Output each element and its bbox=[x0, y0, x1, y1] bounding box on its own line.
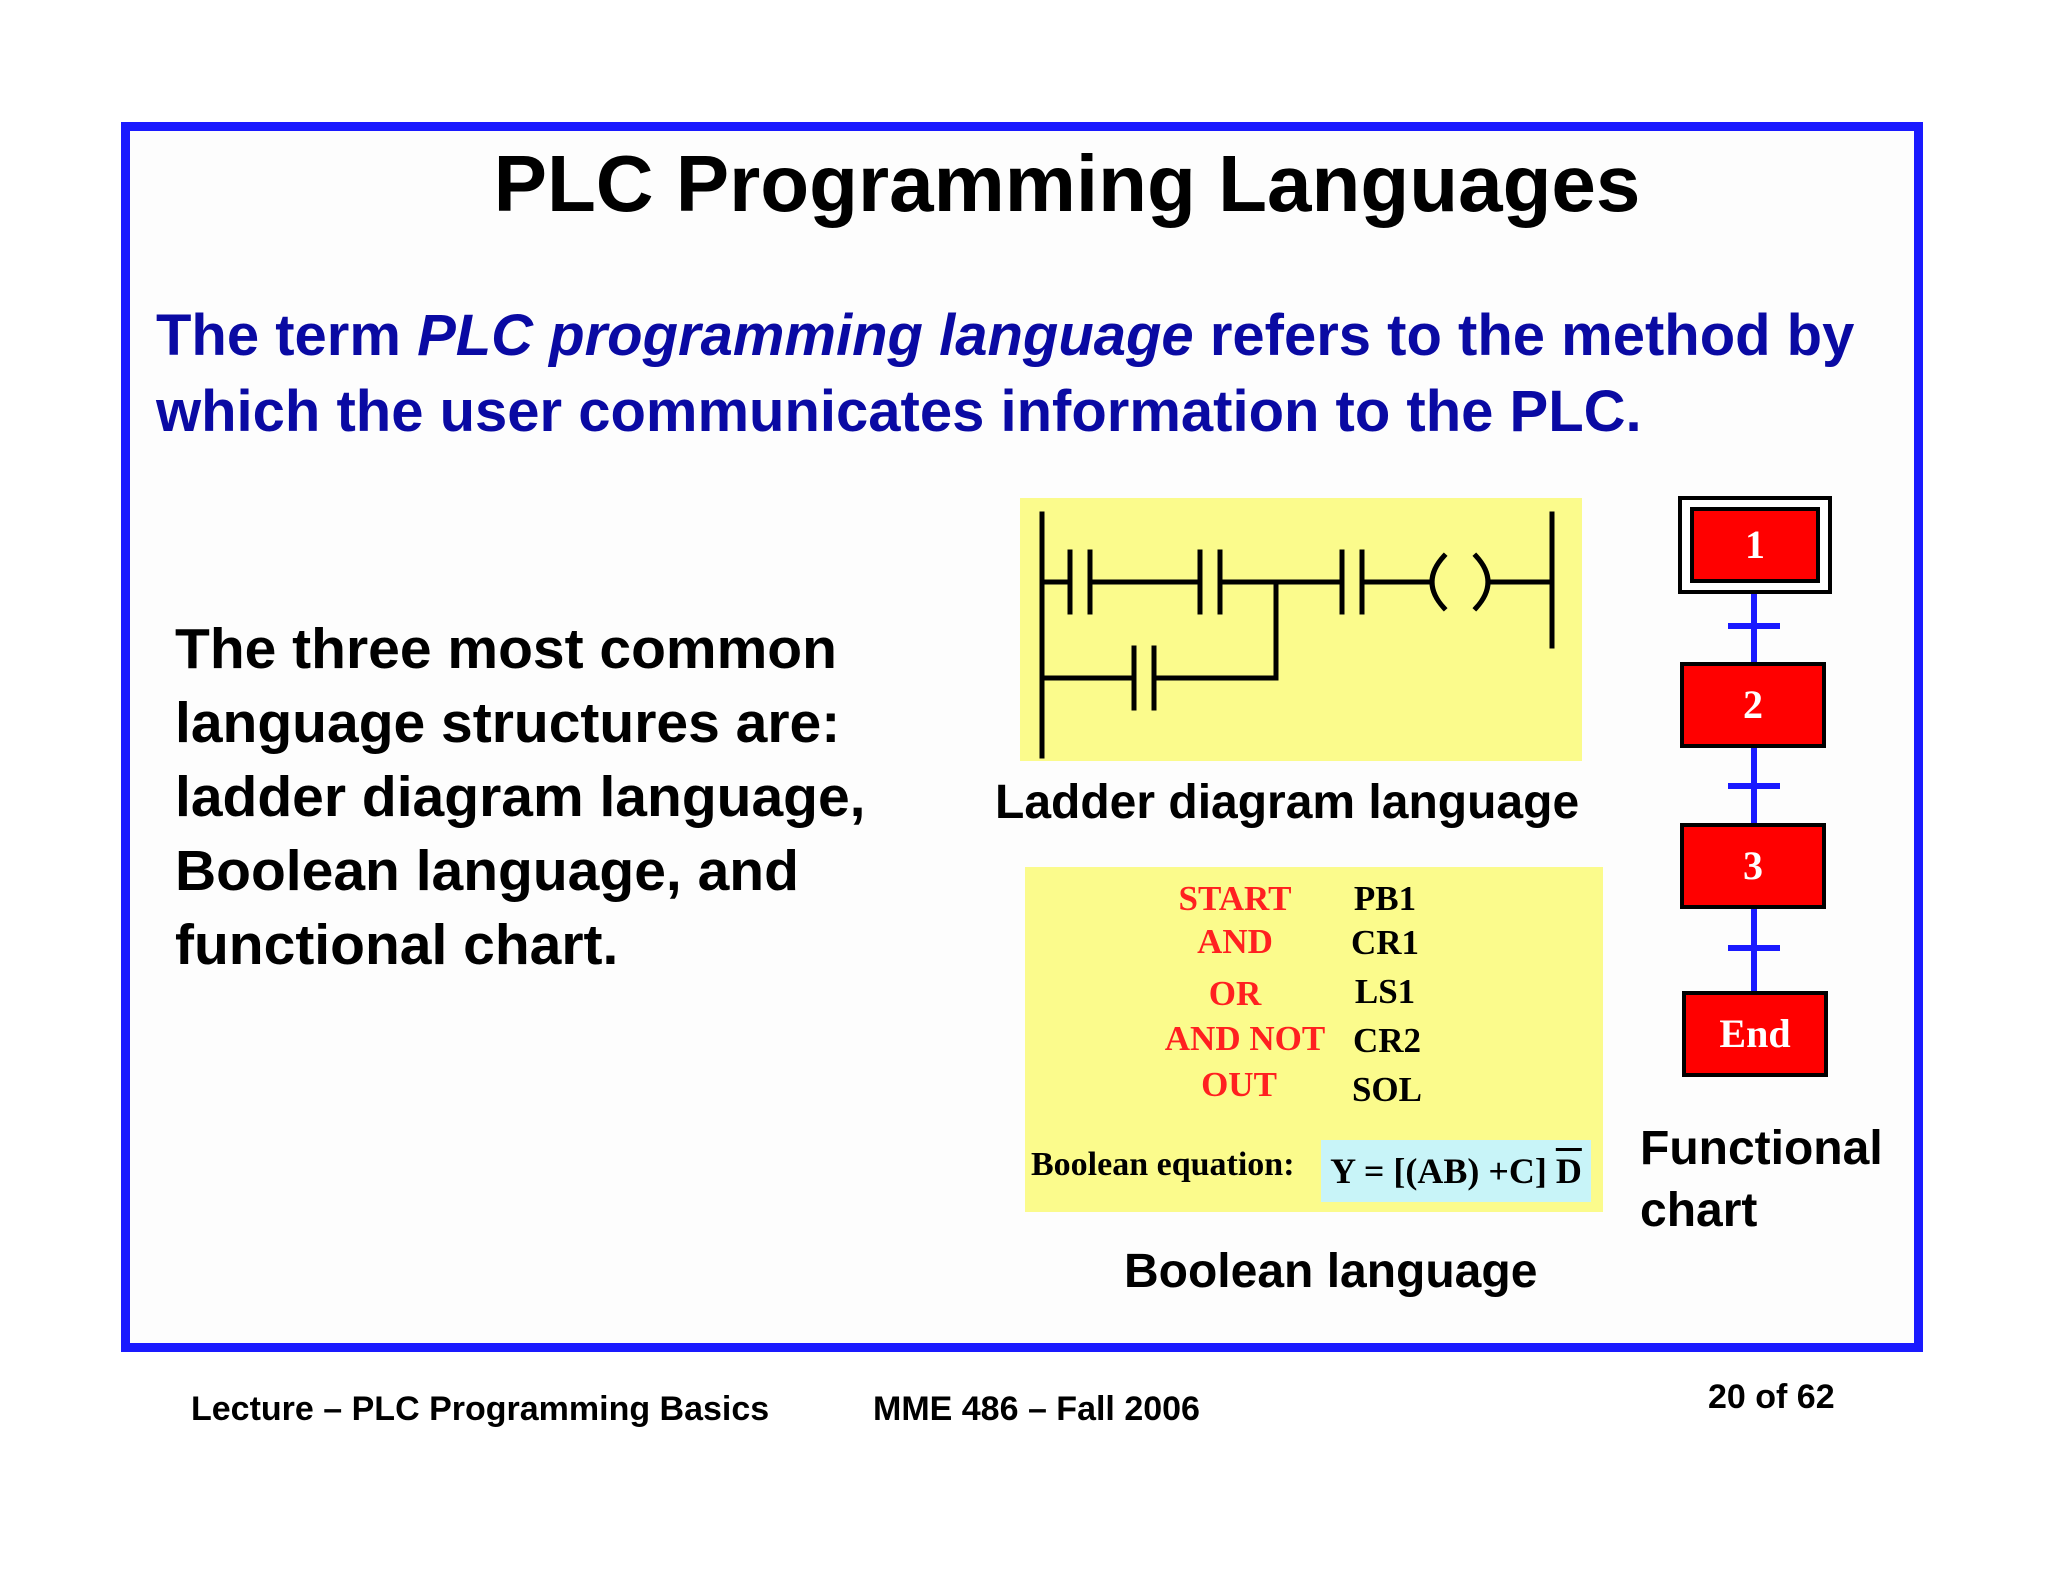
boolean-operator: AND bbox=[1197, 922, 1273, 961]
boolean-operator: AND NOT bbox=[1164, 1019, 1326, 1058]
step-box: 2 bbox=[1680, 662, 1826, 748]
intro-emphasis: PLC programming language bbox=[417, 303, 1194, 368]
ladder-caption: Ladder diagram language bbox=[995, 776, 1580, 829]
boolean-operand: SOL bbox=[1351, 1070, 1423, 1109]
body-paragraph bbox=[175, 612, 975, 982]
body-line: ladder diagram language, bbox=[175, 765, 866, 829]
boolean-equation-negated: $\overline{D}$ bbox=[1555, 1151, 1582, 1191]
body-line: Boolean language, and bbox=[175, 839, 799, 903]
boolean-equation-main: Y = [(AB) +C] bbox=[1330, 1151, 1556, 1191]
boolean-caption: Boolean language bbox=[1124, 1245, 1538, 1298]
functional-chart-caption-line: Functional bbox=[1640, 1122, 1883, 1175]
functional-chart-caption bbox=[1640, 1118, 1883, 1242]
body-line: The three most common bbox=[175, 617, 837, 681]
page-number: 20 of 62 bbox=[1708, 1378, 1835, 1416]
intro-paragraph bbox=[156, 298, 1906, 450]
boolean-operand: CR2 bbox=[1352, 1021, 1422, 1060]
boolean-operand: LS1 bbox=[1354, 972, 1416, 1011]
body-line: language structures are: bbox=[175, 691, 841, 755]
intro-text-start: The term bbox=[156, 303, 418, 368]
footer-lecture: Lecture – PLC Programming Basics bbox=[191, 1390, 770, 1428]
boolean-operator: START bbox=[1178, 879, 1292, 918]
output-coil-right bbox=[1476, 556, 1488, 608]
output-coil-left bbox=[1432, 556, 1444, 608]
boolean-operand: CR1 bbox=[1350, 923, 1420, 962]
boolean-equation bbox=[1321, 1140, 1591, 1202]
body-line: functional chart. bbox=[175, 913, 619, 977]
slide-title: PLC Programming Languages bbox=[493, 139, 1641, 228]
boolean-panel bbox=[1025, 867, 1603, 1212]
step-box: End bbox=[1682, 991, 1828, 1077]
ladder-diagram bbox=[1020, 498, 1582, 761]
intro-text-end: refers to the method by which the user communicates information to the PLC. bbox=[156, 303, 1855, 444]
step-box: 1 bbox=[1690, 507, 1820, 583]
boolean-operator: OUT bbox=[1201, 1065, 1277, 1104]
ladder-diagram-panel bbox=[1020, 498, 1582, 761]
boolean-operator: OR bbox=[1208, 974, 1262, 1013]
functional-chart-caption-line: chart bbox=[1640, 1184, 1758, 1237]
boolean-equation-label: Boolean equation: bbox=[1031, 1146, 1295, 1183]
step-box: 3 bbox=[1680, 823, 1826, 909]
footer-course: MME 486 – Fall 2006 bbox=[873, 1390, 1200, 1428]
functional-chart-links bbox=[1676, 588, 1836, 1048]
boolean-operand: PB1 bbox=[1353, 879, 1417, 918]
